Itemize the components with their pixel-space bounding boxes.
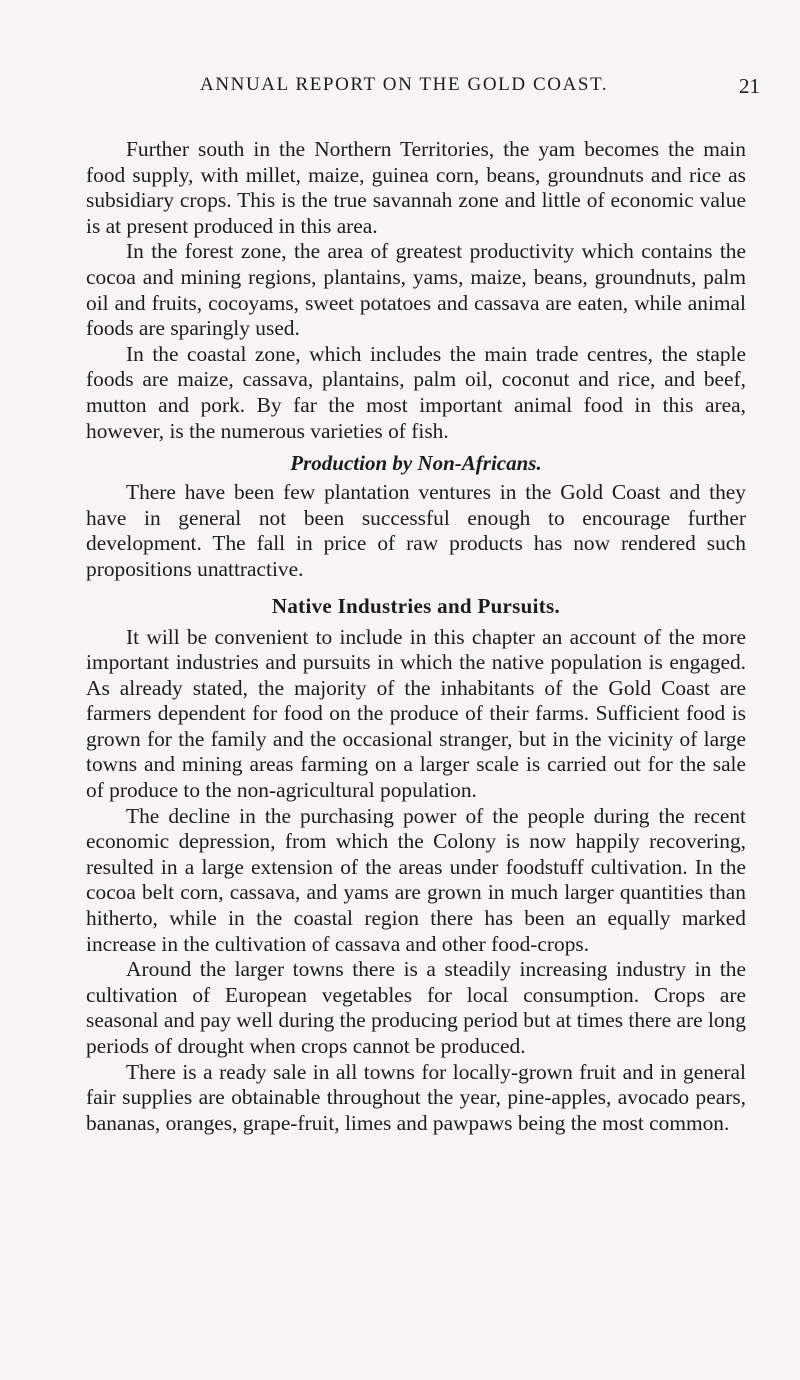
paragraph-native-industries-account: It will be convenient to include in this chapter an account of the more important industries and pursuits in which the native population is engaged. As already stated, the majority of the inhabitants of the Gold Coast are farmers dependent for food on the produce of their farms. Sufficient food is grown for the family and the occasional stranger, but in the vicinity of large towns and mining areas farming on a larger scale is carried out for the sale of produce to the non-agricultural population. [86, 624, 746, 803]
running-header [200, 74, 760, 104]
paragraph-european-vegetables: Around the larger towns there is a steadily increasing industry in the cultivation of European vegetables for local consumption. Crops are seasonal and pay well during the producing period but at times there are long periods of drought when crops cannot be produced. [86, 957, 746, 1058]
page-number: 21 [739, 74, 760, 98]
heading-native-industries: Native Industries and Pursuits. [271, 593, 561, 618]
body-text [86, 137, 746, 1136]
paragraph-forest-zone: In the forest zone, the area of greatest productivity which contains the cocoa and mining regions, plantains, yams, maize, beans, groundnuts, palm oil and fruits, cocoyams, sweet potatoes and cassava are eaten, while animal foods are sparingly used. [86, 239, 746, 341]
paragraph-plantation-ventures: There have been few plantation ventures in the Gold Coast and they have in general not been successful enough to encourage further development. The fall in price of raw products has now rendered such propositions unattractive. [86, 480, 746, 581]
paragraph-locally-grown-fruit: There is a ready sale in all towns for locally-grown fruit and in general fair supplies are obtainable throughout the year, pine-apples, avocado pears, bananas, oranges, grape-fruit, limes and pawpaws being the most common. [86, 1059, 746, 1135]
paragraph-northern-territories: Further south in the Northern Territories, the yam becomes the main food supply, with millet, maize, guinea corn, beans, groundnuts and rice as subsidiary crops. This is the true savannah zone and little of economic value is at present produced in this area. [86, 137, 746, 238]
running-title: ANNUAL REPORT ON THE GOLD COAST. [200, 74, 609, 95]
heading-production-non-africans: Production by Non-Africans. [290, 451, 542, 476]
paragraph-coastal-zone: In the coastal zone, which includes the main trade centres, the staple foods are maize, cassava, plantains, palm oil, coconut and rice, and beef, mutton and pork. By far the most important animal food in this area, however, is the numerous varieties of fish. [86, 341, 746, 443]
paragraph-purchasing-power-decline: The decline in the purchasing power of the people during the recent economic depression, from which the Colony is now happily recovering, resulted in a large extension of the areas under foodstuff cultivation. In the cocoa belt corn, cassava, and yams are grown in much larger quantities than hitherto, while in the coastal region there has been an equally marked increase in the cultivation of cassava and other food-crops. [86, 803, 746, 956]
